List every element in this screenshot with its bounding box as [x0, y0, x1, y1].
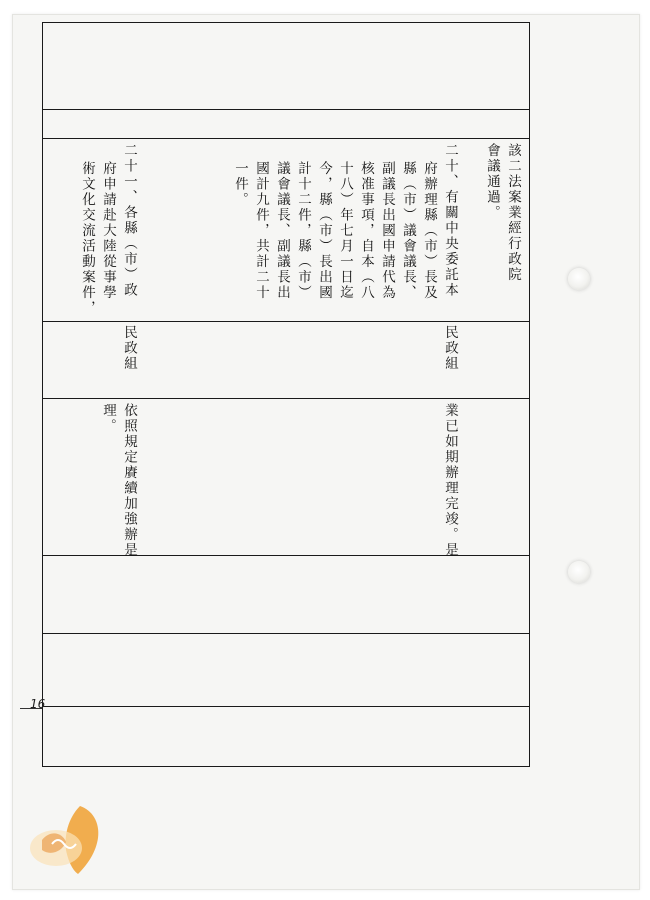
row-divider	[43, 109, 529, 110]
entry-20-item-text: 一件。	[232, 161, 248, 208]
entry-20-item-text: 今，縣（市）長出國	[316, 161, 332, 301]
form-table	[42, 22, 530, 767]
punch-hole-bottom	[568, 561, 590, 583]
entry-21-item-text: 府申請赴大陸從事學	[100, 161, 116, 301]
entry-20-status: 業已如期辦理完竣。是	[442, 403, 458, 558]
entry-21-status: 理。	[100, 403, 116, 434]
row-divider	[43, 398, 529, 399]
entry-21-status: 依照規定賡續加強辦是	[121, 403, 137, 558]
page-number: 16	[30, 697, 46, 711]
entry-21-unit: 民政組	[121, 325, 137, 372]
entry-20-item-text: 府辦理縣（市）長及	[421, 161, 437, 301]
entry-21-item-text: 二十一、各縣（市）政	[121, 143, 137, 298]
entry-21-item-text: 術文化交流活動案件，	[79, 161, 95, 316]
entry-20-item-text: 十八）年七月一日迄	[337, 161, 353, 301]
entry-20-item-text: 二十、有關中央委託本	[442, 143, 458, 298]
entry-20-item-text: 縣（市）議會議長、	[400, 161, 416, 301]
taiwan-archive-logo-icon	[22, 800, 122, 880]
prev-entry-text: 會議通過。	[484, 143, 500, 221]
row-divider	[43, 706, 529, 707]
entry-20-item-text: 核准事項，自本（八	[358, 161, 374, 301]
row-divider	[43, 633, 529, 634]
row-divider	[43, 138, 529, 139]
entry-20-item-text: 議會議長、副議長出	[274, 161, 290, 301]
row-divider	[43, 321, 529, 322]
punch-hole-top	[568, 268, 590, 290]
entry-20-item-text: 副議長出國申請代為	[379, 161, 395, 301]
entry-20-item-text: 國計九件，共計二十	[253, 161, 269, 301]
prev-entry-text: 該二法案業經行政院	[505, 143, 521, 283]
entry-20-item-text: 計十二件，縣（市）	[295, 161, 311, 301]
entry-20-unit: 民政組	[442, 325, 458, 372]
